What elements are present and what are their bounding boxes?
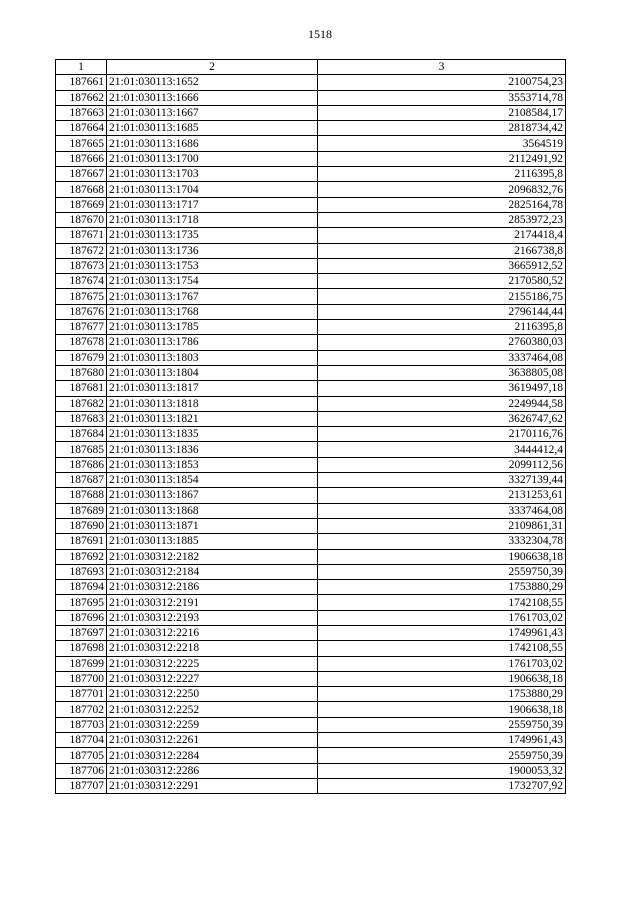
row-number: 187676 xyxy=(56,304,107,319)
cadastral-number: 21:01:030113:1667 xyxy=(107,105,318,120)
cadastral-number: 21:01:030113:1704 xyxy=(107,182,318,197)
cadastral-number: 21:01:030312:2261 xyxy=(107,733,318,748)
row-number: 187690 xyxy=(56,518,107,533)
table-row xyxy=(56,243,566,258)
table-row xyxy=(56,457,566,472)
table-row xyxy=(56,304,566,319)
cadastral-number: 21:01:030113:1767 xyxy=(107,289,318,304)
row-number: 187663 xyxy=(56,105,107,120)
cadastral-value: 2116395,8 xyxy=(318,167,566,182)
row-number: 187704 xyxy=(56,733,107,748)
cadastral-value: 3337464,08 xyxy=(318,350,566,365)
table-row xyxy=(56,335,566,350)
cadastral-value: 2170580,52 xyxy=(318,274,566,289)
cadastral-number: 21:01:030113:1735 xyxy=(107,228,318,243)
row-number: 187662 xyxy=(56,90,107,105)
row-number: 187679 xyxy=(56,350,107,365)
cadastral-number: 21:01:030113:1703 xyxy=(107,167,318,182)
cadastral-number: 21:01:030113:1754 xyxy=(107,274,318,289)
table-row xyxy=(56,473,566,488)
cadastral-value: 2155186,75 xyxy=(318,289,566,304)
table-body xyxy=(56,75,566,794)
cadastral-value: 1900053,32 xyxy=(318,763,566,778)
table-row xyxy=(56,136,566,151)
row-number: 187686 xyxy=(56,457,107,472)
cadastral-value: 1732707,92 xyxy=(318,778,566,793)
row-number: 187703 xyxy=(56,717,107,732)
cadastral-number: 21:01:030312:2182 xyxy=(107,549,318,564)
row-number: 187661 xyxy=(56,75,107,90)
cadastral-value: 2559750,39 xyxy=(318,564,566,579)
cadastral-value: 1761703,02 xyxy=(318,656,566,671)
cadastral-value: 1742108,55 xyxy=(318,641,566,656)
row-number: 187692 xyxy=(56,549,107,564)
page-number: 1518 xyxy=(308,27,332,41)
table-row xyxy=(56,151,566,166)
table-row xyxy=(56,580,566,595)
row-number: 187701 xyxy=(56,687,107,702)
table-row xyxy=(56,197,566,212)
table-row xyxy=(56,167,566,182)
cadastral-number: 21:01:030113:1718 xyxy=(107,212,318,227)
cadastral-number: 21:01:030113:1885 xyxy=(107,534,318,549)
cadastral-number: 21:01:030113:1685 xyxy=(107,121,318,136)
cadastral-value: 2174418,4 xyxy=(318,228,566,243)
cadastral-number: 21:01:030113:1785 xyxy=(107,320,318,335)
row-number: 187698 xyxy=(56,641,107,656)
row-number: 187673 xyxy=(56,258,107,273)
row-number: 187667 xyxy=(56,167,107,182)
cadastral-value: 3444412,4 xyxy=(318,442,566,457)
cadastral-number: 21:01:030113:1786 xyxy=(107,335,318,350)
cadastral-value: 1906638,18 xyxy=(318,549,566,564)
table-row xyxy=(56,717,566,732)
row-number: 187666 xyxy=(56,151,107,166)
cadastral-value: 1749961,43 xyxy=(318,733,566,748)
cadastral-number: 21:01:030113:1836 xyxy=(107,442,318,457)
cadastral-number: 21:01:030113:1700 xyxy=(107,151,318,166)
table-row xyxy=(56,503,566,518)
table-row xyxy=(56,442,566,457)
row-number: 187697 xyxy=(56,625,107,640)
cadastral-number: 21:01:030312:2252 xyxy=(107,702,318,717)
row-number: 187664 xyxy=(56,121,107,136)
cadastral-number: 21:01:030312:2227 xyxy=(107,671,318,686)
cadastral-value: 1753880,29 xyxy=(318,580,566,595)
cadastral-number: 21:01:030113:1835 xyxy=(107,427,318,442)
table-row xyxy=(56,733,566,748)
cadastral-value: 1749961,43 xyxy=(318,625,566,640)
row-number: 187702 xyxy=(56,702,107,717)
table-row xyxy=(56,610,566,625)
row-number: 187684 xyxy=(56,427,107,442)
table-row xyxy=(56,595,566,610)
header-row xyxy=(56,60,566,75)
row-number: 187685 xyxy=(56,442,107,457)
table-row xyxy=(56,625,566,640)
row-number: 187691 xyxy=(56,534,107,549)
table-row xyxy=(56,549,566,564)
table-row xyxy=(56,748,566,763)
table-row xyxy=(56,641,566,656)
table-row xyxy=(56,212,566,227)
row-number: 187707 xyxy=(56,778,107,793)
table-row xyxy=(56,427,566,442)
cadastral-value: 2249944,58 xyxy=(318,396,566,411)
row-number: 187670 xyxy=(56,212,107,227)
table-row xyxy=(56,778,566,793)
cadastral-number: 21:01:030113:1803 xyxy=(107,350,318,365)
registry-table xyxy=(55,59,566,794)
cadastral-value: 2559750,39 xyxy=(318,748,566,763)
cadastral-value: 2096832,76 xyxy=(318,182,566,197)
cadastral-number: 21:01:030113:1871 xyxy=(107,518,318,533)
cadastral-number: 21:01:030312:2191 xyxy=(107,595,318,610)
cadastral-number: 21:01:030312:2286 xyxy=(107,763,318,778)
row-number: 187672 xyxy=(56,243,107,258)
cadastral-number: 21:01:030312:2184 xyxy=(107,564,318,579)
table-row xyxy=(56,687,566,702)
cadastral-value: 2853972,23 xyxy=(318,212,566,227)
row-number: 187700 xyxy=(56,671,107,686)
cadastral-number: 21:01:030113:1736 xyxy=(107,243,318,258)
table-row xyxy=(56,671,566,686)
cadastral-number: 21:01:030312:2225 xyxy=(107,656,318,671)
cadastral-value: 3564519 xyxy=(318,136,566,151)
table-row xyxy=(56,90,566,105)
cadastral-value: 1906638,18 xyxy=(318,671,566,686)
table-row xyxy=(56,702,566,717)
cadastral-value: 2170116,76 xyxy=(318,427,566,442)
cadastral-value: 3553714,78 xyxy=(318,90,566,105)
table-row xyxy=(56,763,566,778)
cadastral-number: 21:01:030312:2291 xyxy=(107,778,318,793)
cadastral-value: 2116395,8 xyxy=(318,320,566,335)
row-number: 187687 xyxy=(56,473,107,488)
cadastral-value: 2100754,23 xyxy=(318,75,566,90)
cadastral-number: 21:01:030113:1853 xyxy=(107,457,318,472)
row-number: 187693 xyxy=(56,564,107,579)
cadastral-number: 21:01:030113:1817 xyxy=(107,381,318,396)
cadastral-value: 1742108,55 xyxy=(318,595,566,610)
cadastral-value: 3626747,62 xyxy=(318,411,566,426)
cadastral-value: 2109861,31 xyxy=(318,518,566,533)
cadastral-number: 21:01:030113:1652 xyxy=(107,75,318,90)
cadastral-value: 2825164,78 xyxy=(318,197,566,212)
cadastral-number: 21:01:030113:1821 xyxy=(107,411,318,426)
table-row xyxy=(56,75,566,90)
table-row xyxy=(56,534,566,549)
table-row xyxy=(56,365,566,380)
cadastral-value: 2166738,8 xyxy=(318,243,566,258)
cadastral-number: 21:01:030113:1868 xyxy=(107,503,318,518)
cadastral-number: 21:01:030113:1666 xyxy=(107,90,318,105)
cadastral-number: 21:01:030312:2218 xyxy=(107,641,318,656)
column-header-2: 2 xyxy=(107,60,318,75)
row-number: 187689 xyxy=(56,503,107,518)
table-row xyxy=(56,488,566,503)
cadastral-value: 2796144,44 xyxy=(318,304,566,319)
cadastral-value: 2559750,39 xyxy=(318,717,566,732)
row-number: 187675 xyxy=(56,289,107,304)
table-row xyxy=(56,105,566,120)
cadastral-number: 21:01:030312:2284 xyxy=(107,748,318,763)
row-number: 187671 xyxy=(56,228,107,243)
row-number: 187674 xyxy=(56,274,107,289)
cadastral-number: 21:01:030113:1818 xyxy=(107,396,318,411)
row-number: 187706 xyxy=(56,763,107,778)
row-number: 187695 xyxy=(56,595,107,610)
row-number: 187688 xyxy=(56,488,107,503)
cadastral-value: 2099112,56 xyxy=(318,457,566,472)
row-number: 187682 xyxy=(56,396,107,411)
table-row xyxy=(56,350,566,365)
cadastral-number: 21:01:030113:1768 xyxy=(107,304,318,319)
table-row xyxy=(56,396,566,411)
row-number: 187683 xyxy=(56,411,107,426)
cadastral-value: 2108584,17 xyxy=(318,105,566,120)
table-row xyxy=(56,564,566,579)
table-row xyxy=(56,411,566,426)
row-number: 187665 xyxy=(56,136,107,151)
table-row xyxy=(56,258,566,273)
row-number: 187681 xyxy=(56,381,107,396)
cadastral-value: 1761703,02 xyxy=(318,610,566,625)
cadastral-value: 1906638,18 xyxy=(318,702,566,717)
cadastral-number: 21:01:030312:2250 xyxy=(107,687,318,702)
cadastral-value: 3665912,52 xyxy=(318,258,566,273)
row-number: 187669 xyxy=(56,197,107,212)
table-row xyxy=(56,228,566,243)
row-number: 187677 xyxy=(56,320,107,335)
row-number: 187694 xyxy=(56,580,107,595)
cadastral-number: 21:01:030113:1867 xyxy=(107,488,318,503)
cadastral-number: 21:01:030113:1854 xyxy=(107,473,318,488)
cadastral-value: 3638805,08 xyxy=(318,365,566,380)
table-row xyxy=(56,274,566,289)
row-number: 187678 xyxy=(56,335,107,350)
cadastral-value: 3327139,44 xyxy=(318,473,566,488)
table-row xyxy=(56,182,566,197)
cadastral-value: 3337464,08 xyxy=(318,503,566,518)
cadastral-value: 3332304,78 xyxy=(318,534,566,549)
row-number: 187680 xyxy=(56,365,107,380)
table-row xyxy=(56,289,566,304)
cadastral-value: 2818734,42 xyxy=(318,121,566,136)
row-number: 187668 xyxy=(56,182,107,197)
cadastral-value: 2131253,61 xyxy=(318,488,566,503)
cadastral-number: 21:01:030312:2216 xyxy=(107,625,318,640)
table-header xyxy=(56,60,566,75)
cadastral-number: 21:01:030312:2259 xyxy=(107,717,318,732)
table-row xyxy=(56,320,566,335)
table-row xyxy=(56,381,566,396)
cadastral-number: 21:01:030312:2186 xyxy=(107,580,318,595)
column-header-3: 3 xyxy=(318,60,566,75)
cadastral-value: 3619497,18 xyxy=(318,381,566,396)
cadastral-number: 21:01:030113:1686 xyxy=(107,136,318,151)
row-number: 187696 xyxy=(56,610,107,625)
row-number: 187705 xyxy=(56,748,107,763)
row-number: 187699 xyxy=(56,656,107,671)
cadastral-number: 21:01:030312:2193 xyxy=(107,610,318,625)
cadastral-number: 21:01:030113:1804 xyxy=(107,365,318,380)
table-row xyxy=(56,656,566,671)
cadastral-value: 2760380,03 xyxy=(318,335,566,350)
column-header-1: 1 xyxy=(56,60,107,75)
cadastral-number: 21:01:030113:1753 xyxy=(107,258,318,273)
table-row xyxy=(56,518,566,533)
table-row xyxy=(56,121,566,136)
cadastral-number: 21:01:030113:1717 xyxy=(107,197,318,212)
cadastral-value: 1753880,29 xyxy=(318,687,566,702)
cadastral-value: 2112491,92 xyxy=(318,151,566,166)
